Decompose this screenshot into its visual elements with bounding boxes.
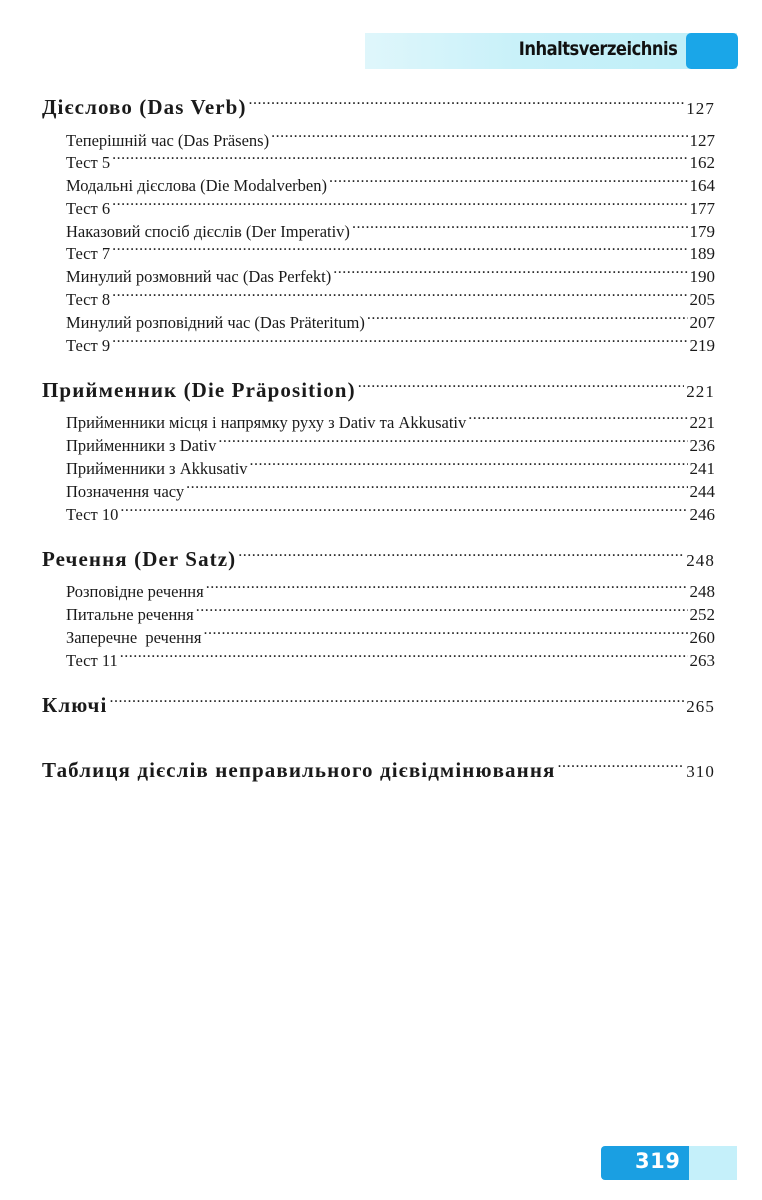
dot-leader [112, 334, 687, 351]
page-number: 310 [686, 762, 715, 782]
dot-leader [468, 412, 687, 429]
page-number: 244 [689, 481, 715, 501]
toc-section-sentence [42, 544, 715, 672]
entry-label: Прийменники з Dativ [66, 436, 217, 456]
toc-entry[interactable] [66, 581, 715, 604]
toc-section-title[interactable] [42, 544, 715, 574]
page-number: 263 [689, 650, 715, 670]
dot-leader [186, 480, 687, 497]
page-tab-light [689, 1146, 737, 1180]
dot-leader [238, 545, 684, 566]
dot-leader [112, 152, 687, 169]
entry-label: Тест 11 [66, 650, 118, 670]
section-label: Речення (Der Satz) [42, 546, 237, 571]
section-label: Дієслово (Das Verb) [42, 95, 247, 119]
page-number: 265 [686, 697, 715, 717]
toc-section-title[interactable] [42, 92, 715, 122]
dot-leader [218, 435, 687, 452]
toc-entry[interactable] [66, 243, 715, 266]
page-number-tab [601, 1146, 737, 1180]
page-number: 179 [689, 221, 715, 241]
page-number: 252 [689, 605, 715, 625]
entry-label: Позначення часу [66, 481, 185, 501]
dot-leader [271, 129, 687, 146]
section-label: Таблиця дієслів неправильного дієвідмінювання [42, 758, 556, 783]
toc-entry[interactable] [66, 152, 715, 175]
page-number: 177 [689, 198, 715, 218]
page-number: 260 [689, 628, 715, 648]
dot-leader [367, 311, 688, 328]
toc-section-verb [42, 92, 715, 357]
dot-leader [333, 266, 687, 283]
header-tab-marker [686, 33, 738, 69]
toc-entry[interactable] [66, 627, 715, 650]
toc-entry[interactable] [66, 412, 715, 435]
entry-label: Минулий розмовний час (Das Perfekt) [66, 267, 332, 287]
toc-entry[interactable] [66, 604, 715, 627]
toc-entry[interactable] [66, 503, 715, 526]
entry-label: Теперішній час (Das Präsens) [66, 130, 270, 150]
entry-label: Тест 6 [66, 198, 111, 218]
entry-label: Тест 8 [66, 290, 111, 310]
entry-label: Прийменники з Akkusativ [66, 459, 248, 479]
dot-leader [120, 503, 687, 520]
toc-entry[interactable] [66, 458, 715, 481]
dot-leader [329, 175, 688, 192]
dot-leader [112, 289, 687, 306]
page-number: 127 [689, 130, 715, 150]
toc-section-title[interactable] [42, 755, 715, 785]
toc-entry[interactable] [66, 129, 715, 152]
dot-leader [249, 93, 685, 114]
dot-leader [352, 220, 688, 237]
dot-leader [109, 691, 684, 712]
toc-section-preposition [42, 375, 715, 526]
toc-section-title[interactable] [42, 375, 715, 405]
entry-label: Тест 9 [66, 335, 111, 355]
entry-label: Розповідне речення [66, 582, 204, 602]
entry-label: Наказовий спосіб дієслів (Der Imperativ) [66, 221, 350, 241]
page-number-label: 319 [635, 1149, 681, 1173]
entry-label: Прийменники місця і напрямку руху з Dativ та Akkusativ [66, 413, 467, 433]
section-label: Ключі [42, 693, 108, 718]
dot-leader [558, 756, 685, 777]
page-number: 248 [689, 582, 715, 602]
page-number: 164 [689, 176, 715, 196]
toc-entry[interactable] [66, 175, 715, 198]
section-label: Прийменник (Die Präposition) [42, 377, 356, 402]
toc-entry[interactable] [66, 197, 715, 220]
entry-label: Модальні дієслова (Die Modalverben) [66, 176, 327, 196]
toc-entry[interactable] [66, 435, 715, 458]
entry-label: Минулий розповідний час (Das Präteritum) [66, 312, 365, 332]
page-number: 221 [689, 413, 715, 433]
page-number: 127 [686, 99, 715, 118]
toc-entry[interactable] [66, 649, 715, 672]
dot-leader [112, 243, 687, 260]
dot-leader [206, 581, 688, 598]
toc-entry[interactable] [66, 480, 715, 503]
page-number: 248 [686, 550, 715, 570]
entry-label: Тест 7 [66, 244, 111, 264]
dot-leader [196, 604, 688, 621]
page-number: 246 [689, 504, 715, 524]
page-number: 162 [689, 153, 715, 173]
entry-label: Заперечне речення [66, 628, 202, 648]
dot-leader [120, 649, 688, 666]
table-of-contents [42, 92, 715, 803]
page-number: 207 [689, 312, 715, 332]
toc-entry[interactable] [66, 334, 715, 357]
toc-section-keys [42, 690, 715, 720]
dot-leader [250, 458, 688, 475]
toc-entry[interactable] [66, 311, 715, 334]
page-number: 219 [689, 335, 715, 355]
toc-entry[interactable] [66, 220, 715, 243]
page-number: 241 [689, 459, 715, 479]
toc-section-title[interactable] [42, 690, 715, 720]
dot-leader [358, 376, 685, 397]
dot-leader [203, 627, 687, 644]
dot-leader [112, 197, 687, 214]
entry-label: Тест 5 [66, 153, 111, 173]
page-number: 205 [689, 290, 715, 310]
page-number: 221 [686, 381, 715, 401]
entry-label: Питальне речення [66, 605, 194, 625]
page-number: 236 [689, 436, 715, 456]
entry-label: Тест 10 [66, 504, 119, 524]
page-number: 189 [689, 244, 715, 264]
toc-section-irregular-verbs-table [42, 755, 715, 785]
page-number: 190 [689, 267, 715, 287]
toc-entry[interactable] [66, 266, 715, 289]
toc-entry[interactable] [66, 289, 715, 312]
page-header-title: Inhaltsverzeichnis [518, 38, 677, 60]
